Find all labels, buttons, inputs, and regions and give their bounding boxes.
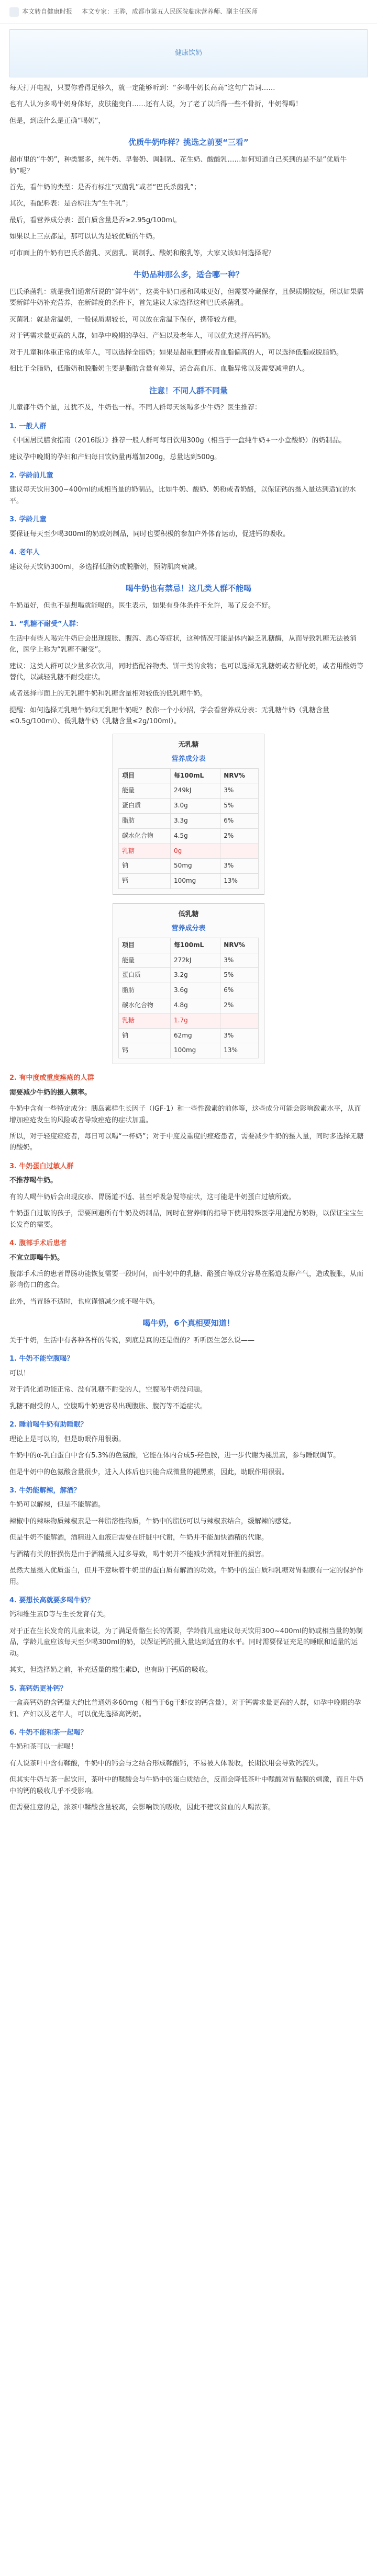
sec5-p20: 但需要注意的是，浓茶中鞣酸含量较高，会影响铁的吸收，因此不建议贫血的人喝浓茶。	[9, 1804, 275, 1812]
table-cell	[220, 1013, 259, 1028]
section-title-taboo: 喝牛奶也有禁忌！这几类人群不能喝	[125, 584, 251, 594]
sec4-p13: 腹部手术后的患者胃肠功能恢复需要一段时间，而牛奶中的乳糖、酪蛋白等成分容易在肠道发酵产气，造成腹胀，从而影响伤口的愈合。	[9, 1270, 364, 1290]
nutrition-block-low-lactose	[9, 903, 368, 1064]
table-cell: 2%	[220, 828, 259, 844]
sec3-p2: 《中国居民膳食指南（2016版）》推荐一般人群可每日饮用300g（相当于一盒纯牛奶+一小盒酸奶）的奶制品。	[9, 437, 346, 445]
table-row	[119, 859, 259, 874]
sec5-h5: 5. 高钙奶更补钙？	[9, 1684, 67, 1693]
sec5-p13: 钙和维生素D等与生长发育有关。	[9, 1611, 110, 1619]
table-cell: 272kJ	[171, 953, 220, 968]
table-header-cell: 项目	[119, 938, 171, 953]
sec3-h1: 1. 一般人群	[9, 422, 47, 430]
sec5-p9: 辣椒中的辣味物质辣椒素是一种脂溶性物质，牛奶中的脂肪可以与辣椒素结合，缓解辣的感觉。	[9, 1517, 296, 1525]
table-header-row	[119, 768, 259, 783]
table-header-cell: NRV%	[220, 768, 259, 783]
sec3-h2: 2. 学龄前儿童	[9, 472, 53, 480]
table-header-cell: 每100mL	[171, 938, 220, 953]
sec5-p14: 对于正在生长发育的儿童来说，为了满足骨骼生长的需要，学龄前儿童建议每天饮用300~400ml的奶或相当量的奶制品，学龄儿童应该每天至少喝300ml的奶，以保证钙的摄入量达到适宜的水平。同时需要保证充足的睡眠和适量的运动。	[9, 1627, 363, 1658]
sec2-p1: 巴氏杀菌乳：就是我们通常所说的“鲜牛奶”，这类牛奶口感和风味更好，但需要冷藏保存，且保质期较短，所以如果需要新鲜牛奶补充营养，在新鲜度的条件下，首先建议大家选择这种巴氏杀菌乳。	[9, 288, 364, 307]
table-cell: 乳糖	[119, 844, 171, 859]
table-cell: 13%	[220, 1043, 259, 1058]
table-cell: 4.5g	[171, 828, 220, 844]
sec3-p3: 建议孕中晚期的孕妇和产妇每日饮奶量再增加200g，总量达到500g。	[9, 453, 221, 461]
table-row-highlight	[119, 844, 259, 859]
nutrition-table	[118, 938, 259, 1058]
sec1-p3: 其次，看配料表：是否标注为“生牛乳”；	[9, 200, 132, 208]
table-cell: 2%	[220, 998, 259, 1013]
sec4-p12: 不宜立即喝牛奶。	[9, 1253, 64, 1262]
hero-image	[9, 29, 368, 77]
sec1-p4: 最后，看营养成分表：蛋白质含量是否≥2.95g/100ml。	[9, 216, 181, 224]
sec5-p17: 牛奶和茶可以一起喝！	[9, 1743, 78, 1751]
sec4-p2: 生活中有些人喝完牛奶后会出现腹胀、腹泻、恶心等症状，这种情况可能是体内缺乏乳糖酶，从而导致乳糖无法被消化，医学上称为“乳糖不耐受”。	[9, 634, 357, 654]
table-cell: 4.8g	[171, 998, 220, 1013]
sec5-p3: 对于消化道功能正常、没有乳糖不耐受的人，空腹喝牛奶没问题。	[9, 1386, 207, 1394]
sec5-p10: 但是牛奶不能解酒，酒精进入血液后需要在肝脏中代谢，牛奶并不能加快酒精的代谢。	[9, 1534, 269, 1542]
sec2-p3: 对于钙需求量更高的人群，如孕中晚期的孕妇、产妇以及老年人，可以优先选择高钙奶。	[9, 332, 275, 340]
table-row	[119, 783, 259, 799]
sec3-p5: 要保证每天至少喝300ml的奶或奶制品，同时也要积极的参加户外体育运动，促进钙的吸收。	[9, 530, 290, 538]
table-cell: 3%	[220, 783, 259, 799]
sec5-p7: 但是牛奶中的色氨酸含量很少，进入人体后也只能合成微量的褪黑素，因此，助眠作用很弱。	[9, 1468, 289, 1476]
table-cell: 钠	[119, 859, 171, 874]
table-cell: 蛋白质	[119, 799, 171, 814]
sec5-p1: 关于牛奶，生活中有各种各样的传说，到底是真的还是假的？听听医生怎么说——	[9, 1337, 255, 1344]
sec4-p6: 需要减少牛奶的摄入频率。	[9, 1088, 92, 1097]
table-cell: 6%	[220, 983, 259, 998]
sec3-p6: 建议每天饮奶300ml，多选择低脂奶或脱脂奶，预防肌肉衰减。	[9, 563, 202, 571]
table-cell: 62mg	[171, 1028, 220, 1043]
table-cell: 3.6g	[171, 983, 220, 998]
table-cell: 100mg	[171, 1043, 220, 1058]
sec5-p18: 有人说茶叶中含有鞣酸，牛奶中的钙会与之结合形成鞣酸钙，不易被人体吸收，长期饮用会导致钙流失。	[9, 1759, 323, 1768]
sec4-p3: 建议：这类人群可以少量多次饮用，同时搭配谷物类、饼干类的食物；也可以选择无乳糖奶或者舒化奶，或者用酸奶等替代，以减轻乳糖不耐受症状。	[9, 662, 364, 681]
sec4-p1: 牛奶虽好，但也不是想喝就能喝的。医生表示，如果有身体条件不允许，喝了反会不好。	[9, 601, 275, 610]
sec2-p2: 灭菌乳：就是常温奶，一般保质期较长，可以放在常温下保存，携带较方便。	[9, 315, 241, 324]
table-row	[119, 998, 259, 1013]
table-cell: 3%	[220, 953, 259, 968]
sec5-p12: 虽然大量摄入优质蛋白，但并不意味着牛奶里的蛋白质有解酒的功效。牛奶中的蛋白质和乳糖对胃黏膜有一定的保护作用。	[9, 1567, 364, 1586]
table-cell: 0g	[171, 844, 220, 859]
sec1-p6: 可市面上的牛奶有巴氏杀菌乳、灭菌乳、调制乳、酸奶和酸乳等，大家又该如何选择呢？	[9, 249, 275, 257]
sec4-p10: 有的人喝牛奶后会出现皮疹、胃肠道不适、甚至呼吸急促等症状，这可能是牛奶蛋白过敏所致。	[9, 1193, 296, 1201]
sec5-p5: 理论上是可以的，但是助眠作用很弱。	[9, 1435, 126, 1443]
sec4-p9: 不推荐喝牛奶。	[9, 1177, 58, 1185]
sec2-p4: 对于儿童和体重正常的成年人，可以选择全脂奶；如果是超重肥胖或者血脂偏高的人，可以选择低脂或脱脂奶。	[9, 348, 343, 357]
sec1-p2: 首先，看牛奶的类型：是否有标注“灭菌乳”或者“巴氏杀菌乳”；	[9, 183, 201, 191]
table-header-cell: 每100mL	[171, 768, 220, 783]
section-title-choose: 优质牛奶咋样？挑选之前要“三看”	[128, 138, 249, 147]
sec1-p1: 超市里的“牛奶”，种类繁多，纯牛奶、早餐奶、调制乳、花生奶、酸酸乳……如何知道自己买到的是不是“优质牛奶”呢？	[9, 156, 347, 175]
section-title-truths: 喝牛奶，6个真相要知道！	[142, 1318, 235, 1328]
sec5-p2: 可以！	[9, 1369, 30, 1377]
table-cell: 3%	[220, 859, 259, 874]
sec5-p4: 乳糖不耐受的人，空腹喝牛奶更容易出现腹胀、腹泻等不适症状。	[9, 1402, 207, 1410]
nutrition-table	[118, 768, 259, 889]
nutrition-block-no-lactose	[9, 734, 368, 895]
sec5-h3: 3. 牛奶能解辣，解酒？	[9, 1486, 81, 1495]
table-header-cell: 项目	[119, 768, 171, 783]
table-cell: 1.7g	[171, 1013, 220, 1028]
table-cell: 5%	[220, 968, 259, 983]
intro-p1: 每天打开电视，只要你看得足够久，就一定能够听到：“多喝牛奶长高高”这句广告词……	[9, 84, 275, 92]
intro-p3: 但是，到底什么是正确“喝奶”，	[9, 117, 105, 125]
sec4-h1: 1. “乳糖不耐受”人群：	[9, 620, 83, 629]
table-cell: 脂肪	[119, 983, 171, 998]
nutrition-card	[113, 734, 264, 895]
sec3-p1: 儿童都牛奶个量，过犹不及，牛奶也一样。不同人群每天该喝多少牛奶？医生推荐：	[9, 404, 262, 412]
sec4-h4: 4. 腹部手术后患者	[9, 1239, 67, 1248]
table-cell: 钙	[119, 874, 171, 889]
top-bar	[0, 0, 377, 24]
source-logo-icon	[9, 7, 19, 17]
sec2-p5: 相比于全脂奶，低脂奶和脱脂奶主要是脂肪含量有差异，适合高血压、血脂异常以及需要减重的人。	[9, 365, 309, 373]
sec3-h3: 3. 学龄儿童	[9, 516, 47, 524]
sec5-p6: 牛奶中的α-乳白蛋白中含有5.3%的色氨酸，它能在体内合成5-羟色胺，进一步代谢为褪黑素，参与睡眠调节。	[9, 1452, 340, 1460]
table-cell: 3.0g	[171, 799, 220, 814]
table-cell: 100mg	[171, 874, 220, 889]
sec5-p16: 一盒高钙奶的含钙量大约比普通奶多60mg（相当于6g干虾皮的钙含量），对于钙需求量更高的人群，如孕中晚期的孕妇、产妇以及老年人，可以优先选择高钙奶。	[9, 1699, 361, 1718]
sec5-h6: 6. 牛奶不能和茶一起喝？	[9, 1728, 87, 1737]
hero-caption: 健康饮奶	[174, 49, 202, 58]
sec4-h2: 2. 有中度或重度痤疮的人群	[9, 1074, 94, 1082]
table-cell: 乳糖	[119, 1013, 171, 1028]
table-cell: 脂肪	[119, 814, 171, 829]
table-row	[119, 1043, 259, 1058]
table-header-cell: NRV%	[220, 938, 259, 953]
table-cell: 13%	[220, 874, 259, 889]
nutrition-table-title: 营养成分表	[171, 755, 206, 763]
table-cell: 碳水化合物	[119, 828, 171, 844]
sec3-p4: 建议每天饮用300~400ml的或相当量的奶制品，比如牛奶、酸奶、奶粉或者奶酪，以保证钙的摄入量达到适宜的水平。	[9, 486, 356, 505]
article-content	[0, 83, 377, 1840]
table-row	[119, 1028, 259, 1043]
nutrition-table-title: 营养成分表	[171, 925, 206, 933]
table-row	[119, 814, 259, 829]
sec4-h3: 3. 牛奶蛋白过敏人群	[9, 1162, 74, 1170]
table-row	[119, 953, 259, 968]
table-header-row	[119, 938, 259, 953]
nutrition-card-caption: 无乳糖	[178, 740, 199, 749]
table-row	[119, 828, 259, 844]
sec4-p11: 牛奶蛋白过敏的孩子，需要回避所有牛奶及奶制品，同时在营养师的指导下使用特殊医学用途配方奶粉，以保证宝宝生长发育的需要。	[9, 1210, 364, 1229]
sec4-p8: 所以，对于轻度痤疮者，每日可以喝“一杯奶”；对于中度及重度的痤疮患者，需要减少牛奶的摄入量，同时多选择无糖的酸奶。	[9, 1133, 364, 1152]
intro-p2: 也有人认为多喝牛奶身体好，皮肤能变白……还有人说，为了老了以后得一些不骨折，牛奶得喝！	[9, 100, 303, 109]
table-cell: 能量	[119, 953, 171, 968]
table-cell: 249kJ	[171, 783, 220, 799]
table-row	[119, 874, 259, 889]
table-row	[119, 983, 259, 998]
table-cell: 5%	[220, 799, 259, 814]
sec5-p19: 但其实牛奶与茶一起饮用，茶叶中的鞣酸会与牛奶中的蛋白质结合，反而会降低茶叶中鞣酸对胃黏膜的刺激，而且牛奶中的钙的吸收几乎不受影响。	[9, 1776, 364, 1795]
sec3-h4: 4. 老年人	[9, 549, 40, 557]
section-title-types: 牛奶品种那么多，适合哪一种？	[133, 270, 243, 280]
source-label: 本文转自健康时报	[22, 7, 73, 15]
table-cell: 碳水化合物	[119, 998, 171, 1013]
sec4-p5: 提醒：如何选择无乳糖牛奶和无乳糖牛奶呢？教你一个小妙招，学会看营养成分表：无乳糖牛奶（乳糖含量≤0.5g/100ml）、低乳糖牛奶（乳糖含量≤2g/100ml）。	[9, 706, 330, 726]
author-line: 本文专家：王骅，成都市第五人民医院临床营养师、副主任医师	[82, 7, 258, 15]
section-title-amount: 注意！不同人群不同量	[149, 385, 228, 395]
table-cell: 6%	[220, 814, 259, 829]
sec5-p8: 牛奶可以解辣，但是不能解酒。	[9, 1501, 105, 1509]
sec5-h4: 4. 要想长高就要多喝牛奶？	[9, 1597, 94, 1604]
table-cell: 50mg	[171, 859, 220, 874]
sec4-p4: 或者选择市面上的无乳糖牛奶和乳糖含量相对较低的低乳糖牛奶。	[9, 690, 207, 698]
nutrition-card	[113, 903, 264, 1064]
table-cell: 3.3g	[171, 814, 220, 829]
table-cell	[220, 844, 259, 859]
table-row	[119, 799, 259, 814]
table-cell: 蛋白质	[119, 968, 171, 983]
sec4-p14: 此外，当胃肠不适时，也应谨慎减少或不喝牛奶。	[9, 1297, 160, 1306]
table-cell: 钙	[119, 1043, 171, 1058]
table-row-highlight	[119, 1013, 259, 1028]
sec4-p7: 牛奶中含有一些特定成分：胰岛素样生长因子（IGF-1）和一些性激素的前体等，这些成分可能会影响激素水平，从而增加痤疮发生的风险或者导致痤疮的症状加重。	[9, 1105, 361, 1124]
table-cell: 钠	[119, 1028, 171, 1043]
table-row	[119, 968, 259, 983]
footer-space	[9, 1819, 368, 1840]
sec1-p5: 如果以上三点都是，那可以认为是较优质的牛奶。	[9, 233, 160, 241]
sec5-h2: 2. 睡前喝牛奶有助睡眠？	[9, 1421, 87, 1429]
table-cell: 3.2g	[171, 968, 220, 983]
sec5-p15: 其实，但选择奶之前，补充适量的维生素D，也有助于钙质的吸收。	[9, 1666, 213, 1674]
nutrition-card-caption: 低乳糖	[178, 910, 199, 918]
sec5-p11: 与酒精有关的肝损伤是由于酒精摄入过多导致，喝牛奶并不能减少酒精对肝脏的损害。	[9, 1550, 269, 1558]
table-cell: 3%	[220, 1028, 259, 1043]
table-cell: 能量	[119, 783, 171, 799]
sec5-h1: 1. 牛奶不能空腹喝？	[9, 1355, 74, 1363]
